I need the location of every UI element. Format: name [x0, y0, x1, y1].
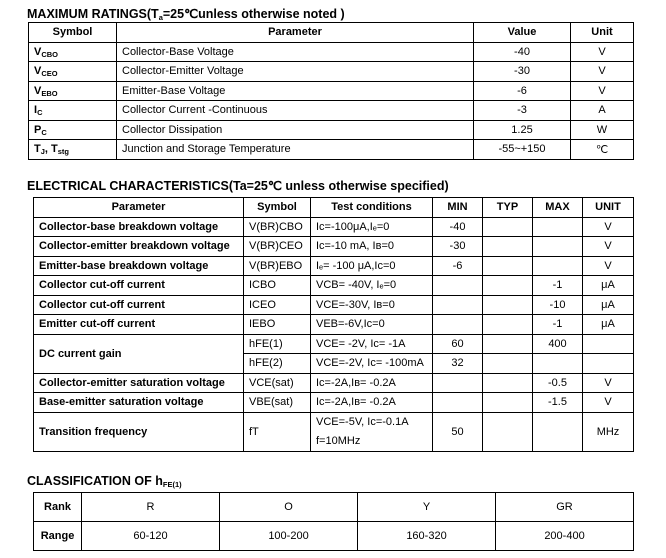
column-header: Symbol — [244, 198, 311, 218]
value-cell: -30 — [474, 62, 571, 82]
condition-cell: Ic=-2A,Iʙ= -0.2A — [311, 393, 433, 413]
value-cell: -40 — [474, 42, 571, 62]
table-row — [34, 315, 634, 335]
table-row — [34, 393, 634, 413]
max-cell — [533, 217, 583, 237]
condition-line: f=10MHz — [316, 434, 361, 447]
max-cell: -1 — [533, 315, 583, 335]
symbol-cell: VCE(sat) — [244, 373, 311, 393]
condition-cell: VEB=-6V,Ic=0 — [311, 315, 433, 335]
electrical-heading: ELECTRICAL CHARACTERISTICS(Ta=25℃ unless otherwise specified) — [27, 179, 449, 193]
max-cell — [533, 256, 583, 276]
range-row — [34, 522, 634, 551]
column-header: UNIT — [583, 198, 634, 218]
parameter-cell: Collector-Emitter Voltage — [117, 62, 474, 82]
table-row — [34, 276, 634, 296]
max-cell: -1.5 — [533, 393, 583, 413]
symbol-cell: $V_{CEO}$ — [29, 62, 117, 82]
unit-cell: ℃ — [571, 140, 634, 160]
typ-cell — [483, 393, 533, 413]
parameter-cell: Collector-Base Voltage — [117, 42, 474, 62]
symbol-cell: $T_J$, $T_{stg}$ — [29, 140, 117, 160]
max-cell — [533, 237, 583, 257]
condition-cell: VCE=-30V, Iʙ=0 — [311, 295, 433, 315]
table-header-row — [34, 198, 634, 218]
parameter-cell: DC current gain — [34, 334, 244, 373]
typ-cell — [483, 276, 533, 296]
electrical-table — [33, 197, 634, 452]
parameter-cell: Collector-emitter breakdown voltage — [34, 237, 244, 257]
min-cell — [433, 276, 483, 296]
value-cell: -3 — [474, 101, 571, 121]
min-cell: 32 — [433, 354, 483, 374]
min-cell: -30 — [433, 237, 483, 257]
symbol-cell: hFE(2) — [244, 354, 311, 374]
min-cell: 60 — [433, 334, 483, 354]
condition-cell: Ic=-10 mA, Iʙ=0 — [311, 237, 433, 257]
unit-cell: μA — [583, 295, 634, 315]
min-cell: -40 — [433, 217, 483, 237]
condition-cell: Iₑ= -100 μA,Ic=0 — [311, 256, 433, 276]
unit-cell: V — [571, 42, 634, 62]
column-header: Value — [474, 23, 571, 43]
table-row — [34, 256, 634, 276]
column-header: Parameter — [34, 198, 244, 218]
unit-cell: V — [583, 256, 634, 276]
classification-heading: CLASSIFICATION OF $h_{FE(1)}$ — [27, 474, 182, 489]
range-cell: 160-320 — [358, 522, 496, 551]
table-row — [29, 101, 634, 121]
symbol-cell: $I_C$ — [29, 101, 117, 121]
range-cell: 60-120 — [82, 522, 220, 551]
parameter-cell: Collector Dissipation — [117, 120, 474, 140]
symbol-cell: ICEO — [244, 295, 311, 315]
parameter-cell: Collector-base breakdown voltage — [34, 217, 244, 237]
range-label: Range — [34, 522, 82, 551]
column-header: Symbol — [29, 23, 117, 43]
unit-cell: V — [583, 217, 634, 237]
table-header-row — [29, 23, 634, 43]
typ-cell — [483, 315, 533, 335]
parameter-cell: Base-emitter saturation voltage — [34, 393, 244, 413]
range-cell: 200-400 — [496, 522, 634, 551]
symbol-cell: ICBO — [244, 276, 311, 296]
max-ratings-table — [28, 22, 634, 160]
table-row — [34, 412, 634, 451]
condition-cell — [311, 412, 433, 451]
table-row — [29, 62, 634, 82]
min-cell: 50 — [433, 412, 483, 451]
max-cell: -0.5 — [533, 373, 583, 393]
unit-cell: W — [571, 120, 634, 140]
typ-cell — [483, 217, 533, 237]
symbol-cell: fT — [244, 412, 311, 451]
column-header: Parameter — [117, 23, 474, 43]
min-cell — [433, 295, 483, 315]
unit-cell: V — [571, 81, 634, 101]
typ-cell — [483, 373, 533, 393]
table-row — [34, 334, 634, 354]
table-row — [29, 140, 634, 160]
symbol-cell: VBE(sat) — [244, 393, 311, 413]
unit-cell: V — [583, 237, 634, 257]
parameter-cell: Emitter-Base Voltage — [117, 81, 474, 101]
condition-cell: VCE= -2V, Ic= -1A — [311, 334, 433, 354]
range-cell: 100-200 — [220, 522, 358, 551]
min-cell — [433, 393, 483, 413]
condition-cell: Ic=-100μA,Iₑ=0 — [311, 217, 433, 237]
typ-cell — [483, 295, 533, 315]
min-cell — [433, 373, 483, 393]
value-cell: -55~+150 — [474, 140, 571, 160]
typ-cell — [483, 412, 533, 451]
unit-cell: μA — [583, 276, 634, 296]
symbol-cell: V(BR)CEO — [244, 237, 311, 257]
symbol-cell: $P_C$ — [29, 120, 117, 140]
typ-cell — [483, 334, 533, 354]
max-cell: -1 — [533, 276, 583, 296]
condition-cell: VCB= -40V, Iₑ=0 — [311, 276, 433, 296]
table-row — [34, 217, 634, 237]
max-cell: -10 — [533, 295, 583, 315]
condition-line: VCE=-5V, Ic=-0.1A — [316, 415, 409, 428]
rank-cell: GR — [496, 493, 634, 522]
parameter-cell: Emitter cut-off current — [34, 315, 244, 335]
table-row — [29, 42, 634, 62]
classification-table — [33, 492, 634, 551]
rank-cell: O — [220, 493, 358, 522]
column-header: MIN — [433, 198, 483, 218]
condition-cell: VCE=-2V, Ic= -100mA — [311, 354, 433, 374]
unit-cell: V — [571, 62, 634, 82]
value-cell: -6 — [474, 81, 571, 101]
unit-cell: V — [583, 373, 634, 393]
typ-cell — [483, 237, 533, 257]
condition-cell: Ic=-2A,Iʙ= -0.2A — [311, 373, 433, 393]
min-cell — [433, 315, 483, 335]
symbol-cell: V(BR)EBO — [244, 256, 311, 276]
symbol-cell: $V_{EBO}$ — [29, 81, 117, 101]
symbol-cell: IEBO — [244, 315, 311, 335]
rank-cell: Y — [358, 493, 496, 522]
rank-cell: R — [82, 493, 220, 522]
parameter-cell: Emitter-base breakdown voltage — [34, 256, 244, 276]
column-header: Test conditions — [311, 198, 433, 218]
rank-row — [34, 493, 634, 522]
typ-cell — [483, 354, 533, 374]
max-cell: 400 — [533, 334, 583, 354]
parameter-cell: Junction and Storage Temperature — [117, 140, 474, 160]
parameter-cell: Collector Current -Continuous — [117, 101, 474, 121]
parameter-cell: Collector cut-off current — [34, 295, 244, 315]
unit-cell: μA — [583, 315, 634, 335]
symbol-cell: $V_{CBO}$ — [29, 42, 117, 62]
parameter-cell: Transition frequency — [34, 412, 244, 451]
column-header: MAX — [533, 198, 583, 218]
symbol-cell: V(BR)CBO — [244, 217, 311, 237]
unit-cell: MHz — [583, 412, 634, 451]
unit-cell: A — [571, 101, 634, 121]
max-ratings-heading: MAXIMUM $RATINGS(T_a=25℃unless$ otherwise noted ) — [27, 7, 345, 22]
table-row — [29, 120, 634, 140]
table-row — [34, 373, 634, 393]
max-cell — [533, 354, 583, 374]
min-cell: -6 — [433, 256, 483, 276]
parameter-cell: Collector cut-off current — [34, 276, 244, 296]
table-row — [29, 81, 634, 101]
column-header: Unit — [571, 23, 634, 43]
max-cell — [533, 412, 583, 451]
rank-label: Rank — [34, 493, 82, 522]
symbol-cell: hFE(1) — [244, 334, 311, 354]
column-header: TYP — [483, 198, 533, 218]
table-row — [34, 295, 634, 315]
unit-cell — [583, 334, 634, 354]
unit-cell: V — [583, 393, 634, 413]
value-cell: 1.25 — [474, 120, 571, 140]
table-row — [34, 237, 634, 257]
parameter-cell: Collector-emitter saturation voltage — [34, 373, 244, 393]
unit-cell — [583, 354, 634, 374]
typ-cell — [483, 256, 533, 276]
